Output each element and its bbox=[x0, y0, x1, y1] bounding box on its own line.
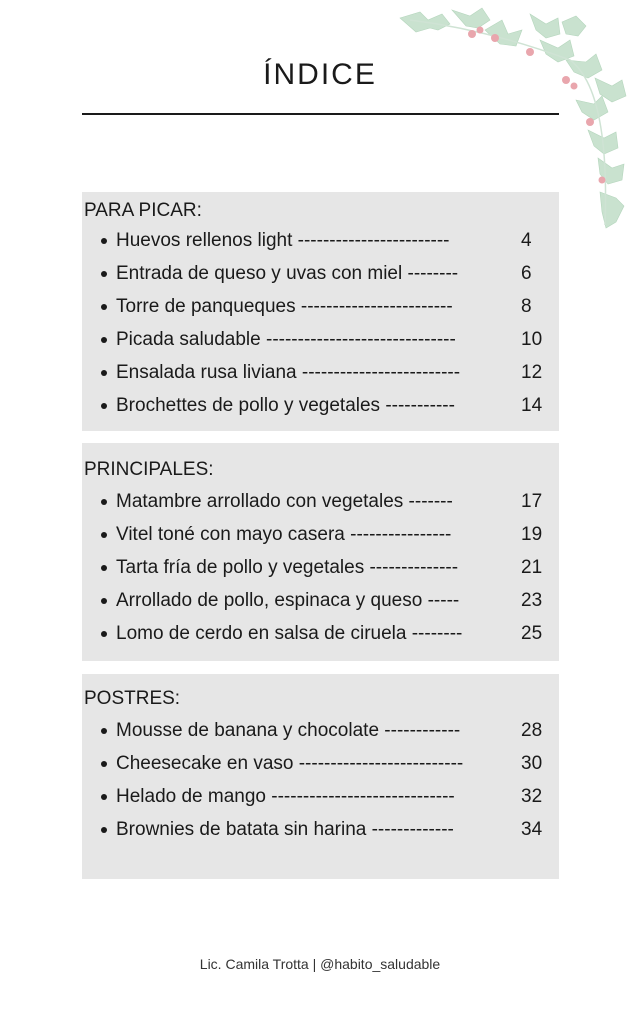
bullet-icon bbox=[101, 794, 107, 800]
list-item bbox=[82, 291, 559, 324]
section-heading: POSTRES: bbox=[84, 688, 181, 709]
bullet-icon bbox=[101, 499, 107, 505]
bullet-icon bbox=[101, 271, 107, 277]
list-item bbox=[82, 357, 559, 390]
item-page: 4 bbox=[521, 230, 532, 251]
list-item bbox=[82, 585, 559, 618]
list-item bbox=[82, 390, 559, 423]
list-item bbox=[82, 618, 559, 651]
section-postres bbox=[82, 674, 559, 879]
item-title: Lomo de cerdo en salsa de ciruela -------- bbox=[116, 623, 463, 644]
bullet-icon bbox=[101, 565, 107, 571]
list-item bbox=[82, 781, 559, 814]
bullet-icon bbox=[101, 827, 107, 833]
bullet-icon bbox=[101, 337, 107, 343]
section-principales bbox=[82, 443, 559, 661]
item-page: 10 bbox=[521, 329, 543, 350]
item-page: 21 bbox=[521, 557, 543, 578]
bullet-icon bbox=[101, 238, 107, 244]
item-title: Cheesecake en vaso -------------------------- bbox=[116, 753, 464, 774]
footer-credit: Lic. Camila Trotta | @habito_saludable bbox=[199, 956, 441, 972]
item-page: 34 bbox=[521, 819, 543, 840]
item-page: 8 bbox=[521, 296, 532, 317]
bullet-icon bbox=[101, 403, 107, 409]
item-title: Huevos rellenos light ------------------------ bbox=[116, 230, 450, 251]
list-item bbox=[82, 748, 559, 781]
item-title: Torre de panqueques ------------------------ bbox=[116, 296, 453, 317]
page-title: ÍNDICE bbox=[263, 58, 377, 91]
bullet-icon bbox=[101, 728, 107, 734]
bullet-icon bbox=[101, 304, 107, 310]
item-title: Ensalada rusa liviana ------------------------- bbox=[116, 362, 461, 383]
list-item bbox=[82, 258, 559, 291]
section-heading: PRINCIPALES: bbox=[84, 459, 214, 480]
list-item bbox=[82, 814, 559, 847]
list-item bbox=[82, 324, 559, 357]
item-page: 23 bbox=[521, 590, 543, 611]
item-title: Entrada de queso y uvas con miel -------- bbox=[116, 263, 459, 284]
list-item bbox=[82, 519, 559, 552]
section-para-picar bbox=[82, 192, 559, 431]
item-page: 14 bbox=[521, 395, 543, 416]
item-page: 12 bbox=[521, 362, 543, 383]
item-title: Picada saludable ------------------------------ bbox=[116, 329, 456, 350]
title-divider bbox=[82, 113, 559, 115]
bullet-icon bbox=[101, 532, 107, 538]
item-title: Brochettes de pollo y vegetales ----------- bbox=[116, 395, 455, 416]
bullet-icon bbox=[101, 370, 107, 376]
item-title: Tarta fría de pollo y vegetales -------------- bbox=[116, 557, 459, 578]
list-item bbox=[82, 552, 559, 585]
item-title: Arrollado de pollo, espinaca y queso ----- bbox=[116, 590, 460, 611]
item-page: 6 bbox=[521, 263, 532, 284]
item-page: 25 bbox=[521, 623, 543, 644]
bullet-icon bbox=[101, 598, 107, 604]
item-title: Vitel toné con mayo casera ---------------- bbox=[116, 524, 452, 545]
item-page: 19 bbox=[521, 524, 543, 545]
item-title: Mousse de banana y chocolate ------------ bbox=[116, 720, 461, 741]
item-page: 17 bbox=[521, 491, 543, 512]
list-item bbox=[82, 715, 559, 748]
bullet-icon bbox=[101, 631, 107, 637]
item-title: Matambre arrollado con vegetales ------- bbox=[116, 491, 453, 512]
section-heading: PARA PICAR: bbox=[84, 200, 202, 221]
bullet-icon bbox=[101, 761, 107, 767]
item-title: Helado de mango ----------------------------- bbox=[116, 786, 455, 807]
item-page: 28 bbox=[521, 720, 543, 741]
item-page: 30 bbox=[521, 753, 543, 774]
item-page: 32 bbox=[521, 786, 543, 807]
list-item bbox=[82, 225, 559, 258]
item-title: Brownies de batata sin harina ------------- bbox=[116, 819, 454, 840]
list-item bbox=[82, 486, 559, 519]
